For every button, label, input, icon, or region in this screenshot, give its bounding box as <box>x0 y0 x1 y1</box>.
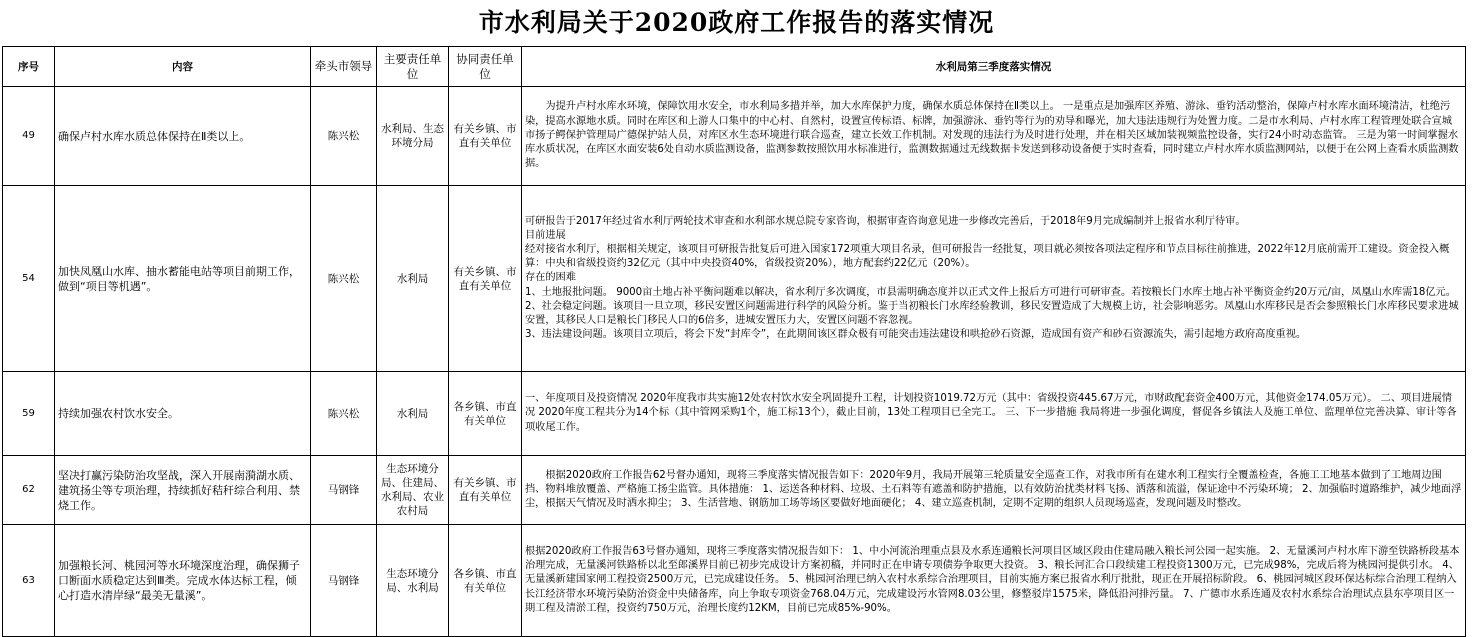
header-progress: 水利局第三季度落实情况 <box>522 47 1466 87</box>
cell-content: 坚决打赢污染防治攻坚战，深入开展南漪湖水质、建筑扬尘等专项治理，持续抓好秸秆综合利用、禁烧工作。 <box>55 456 311 525</box>
table-row <box>3 456 1466 525</box>
cell-content: 加强粮长河、桃园河等水环境深度治理，确保狮子口断面水质稳定达到Ⅲ类。完成水体达标工程，倾心打造水清岸绿“最美无量溪”。 <box>55 525 311 637</box>
cell-seq: 54 <box>3 186 55 372</box>
cell-progress <box>522 87 1466 186</box>
cell-leader: 陈兴松 <box>311 186 377 372</box>
cell-main-unit: 生态环境分局、住建局、水利局、农业农村局 <box>377 456 449 525</box>
cell-leader: 陈兴松 <box>311 87 377 186</box>
cell-assist-unit: 各乡镇、市直有关单位 <box>449 372 522 456</box>
cell-content: 加快凤凰山水库、抽水蓄能电站等项目前期工作，做到“项目等机遇”。 <box>55 186 311 372</box>
table-row <box>3 87 1466 186</box>
progress-paragraph: 一、年度项目及投资情况 2020年度我市共实施12处农村饮水安全巩固提升工程，计划投资1019.72万元（其中：省级投资445.67万元，市财政配套资金400万元，其他资金174.05万元）。 二、项目进展情况 2020年度工程共分为14个标（其中管网采购1个，施工标13个），截止目前，13处工程项目已全完工。 三、下一步措施 我局将进一步强化调度，督促各乡镇法人及施工单位、监理单位完善决算、审计等各项收尾工作。 <box>525 393 1457 433</box>
cell-assist-unit: 有关乡镇、市直有关单位 <box>449 186 522 372</box>
progress-paragraph: 1、土地报批问题。 9000亩土地占补平衡问题难以解决，省水利厅多次调度，市县需明确态度并以正式文件上报后方可进行可研审查。若按粮长门水库土地占补平衡资金约20万元/亩，凤凰山水库需18亿元。 <box>525 286 1456 298</box>
table-row <box>3 525 1466 637</box>
page-title: 市水利局关于2020政府工作报告的落实情况 <box>478 8 995 37</box>
cell-leader: 马钢锋 <box>311 525 377 637</box>
progress-paragraph: 经对接省水利厅，根据相关规定，该项目可研报告批复后可进入国家172项重大项目名录，但可研报告一经批复，项目就必须按各项法定程序和节点目标往前推进，2022年12月底前需开工建设。资金投入概算：中央和省级投资约32亿元（其中中央投资40%，省级投资20%），地方配套约22亿元（20%）。 <box>525 243 1450 270</box>
header-assist-unit: 协同责任单位 <box>449 47 522 87</box>
cell-main-unit: 水利局、生态环境分局 <box>377 87 449 186</box>
table-row <box>3 186 1466 372</box>
progress-paragraph: 3、违法建设问题。该项目立项后，将会下发“封库令”，在此期间该区群众极有可能突击违法建设和哄抢砂石资源，造成国有资产和砂石资源流失，需引起地方政府高度重视。 <box>525 329 1307 341</box>
cell-leader: 马钢锋 <box>311 456 377 525</box>
cell-progress <box>522 456 1466 525</box>
cell-seq: 63 <box>3 525 55 637</box>
progress-paragraph: 2、社会稳定问题。该项目一旦立项，移民安置区问题需进行科学的风险分析。鉴于当初粮长门水库经验教训，移民安置造成了大规模上访，社会影响恶劣。凤凰山水库移民是否会参照粮长门水库移民要求进城安置，其移民人口是粮长门移民人口的6倍多，进城安置压力大，安置区问题不容忽视。 <box>525 300 1459 326</box>
cell-progress <box>522 525 1466 637</box>
cell-seq: 62 <box>3 456 55 525</box>
cell-seq: 59 <box>3 372 55 456</box>
cell-main-unit: 水利局 <box>377 372 449 456</box>
table-row <box>3 372 1466 456</box>
cell-progress <box>522 186 1466 372</box>
progress-paragraph: 根据2020政府工作报告63号督办通知，现将三季度落实情况报告如下： 1、中小河流治理重点县及水系连通粮长河项目区域区段由住建局融入粮长河公园一起实施。 2、无量溪河卢村水库下游至铁路桥段基本治理完成，无量溪河铁路桥以北至郎溪界目前已初步完成设计方案初稿，并同时正在申请专项债券争取更大投资。 3、粮长河汇合口段续建工程投资1300万元，已完成98%，完成后将为桃园河提供引水。 4、无量溪新建国家闸工程投资2500万元，已完成建设任务。 5、桃园河治理已纳入农村水系综合治理项目，目前实施方案已报省水利厅批批，现正在开展招标阶段。 6、桃园河城区段环保达标综合治理工程纳入长江经济带水环境污染防治资金中央储备库，向上争取专项资金768.04万元，完成建设污水管网8.03公里，修整驳岸1575米，降低沿河排污量。 7、广德市水系连通及农村水系综合治理试点县东亭项目区一期工程及清淤工程，投资约750万元，治理长度约12KM，目前已完成85%-90%。 <box>525 545 1460 614</box>
cell-assist-unit: 有关乡镇、市直有关单位 <box>449 456 522 525</box>
progress-paragraph: 为提升卢村水库水环境，保障饮用水安全，市水利局多措并举，加大水库保护力度，确保水质总体保持在Ⅱ类以上。 一是重点是加强库区养殖、游泳、垂钓活动整治，保障卢村水库水面环境清洁，杜绝污染，提高水源地水质。同时在库区和上游人口集中的中心村、自然村，设置宣传标语、标牌，加强游泳、垂钓等行为的劝导和曝光，加大违法违规行为处置力度。二是市水利局、卢村水库工程管理处联合宣城市扬子鳄保护管理局广德保护站人员，对库区水生态环境进行联合巡查，建立长效工作机制。对发现的违法行为及时进行处理，并在相关区域加装视频监控设备，实行24小时动态监管。 三是为第一时间掌握水库水质状况，在库区水面安装6处自动水质监测设备，监测参数按照饮用水标准进行，监测数据通过无线数据卡发送到移动设备便于实时查看，同时建立卢村水库水质监测网站，以便于在公网上查看水质监测数据。 <box>525 101 1459 170</box>
progress-paragraph: 可研报告于2017年经过省水利厅两轮技术审查和水利部水规总院专家咨询，根据审查咨询意见进一步修改完善后，于2018年9月完成编制并上报省水利厅待审。 <box>525 215 1246 227</box>
report-table <box>2 46 1466 637</box>
header-seq: 序号 <box>3 47 55 87</box>
cell-progress <box>522 372 1466 456</box>
progress-paragraph: 目前进展 <box>525 229 566 241</box>
header-leader: 牵头市领导 <box>311 47 377 87</box>
progress-paragraph: 存在的困难 <box>525 272 576 284</box>
cell-assist-unit: 有关乡镇、市直有关单位 <box>449 87 522 186</box>
cell-content: 确保卢村水库水质总体保持在Ⅱ类以上。 <box>55 87 311 186</box>
cell-assist-unit: 各乡镇、市直有关单位 <box>449 525 522 637</box>
header-main-unit: 主要责任单位 <box>377 47 449 87</box>
cell-leader: 陈兴松 <box>311 372 377 456</box>
header-content: 内容 <box>55 47 311 87</box>
cell-seq: 49 <box>3 87 55 186</box>
cell-content: 持续加强农村饮水安全。 <box>55 372 311 456</box>
cell-main-unit: 水利局 <box>377 186 449 372</box>
cell-main-unit: 生态环境分局、水利局 <box>377 525 449 637</box>
progress-paragraph: 根据2020政府工作报告62号督办通知，现将三季度落实情况报告如下：2020年9月，我局开展第三轮质量安全巡查工作，对我市所有在建水利工程实行全覆盖检查，各施工工地基本做到了工地周边围挡、物料堆放覆盖、严格施工扬尘监管。具体措施： 1、运送各种材料、垃圾、土石料等有遮盖和防护措施，以有效防治扰类材料飞扬、洒落和流溢，保证途中不污染环境； 2、加强临时道路维护，减少地面浮尘，根据天气情况及时洒水抑尘； 3、生活营地、钢筋加工场等场区要做好地面硬化； 4、建立巡查机制，定期不定期的组织人员现场巡查，发现问题及时整改。 <box>525 469 1462 510</box>
header-row <box>3 47 1466 87</box>
